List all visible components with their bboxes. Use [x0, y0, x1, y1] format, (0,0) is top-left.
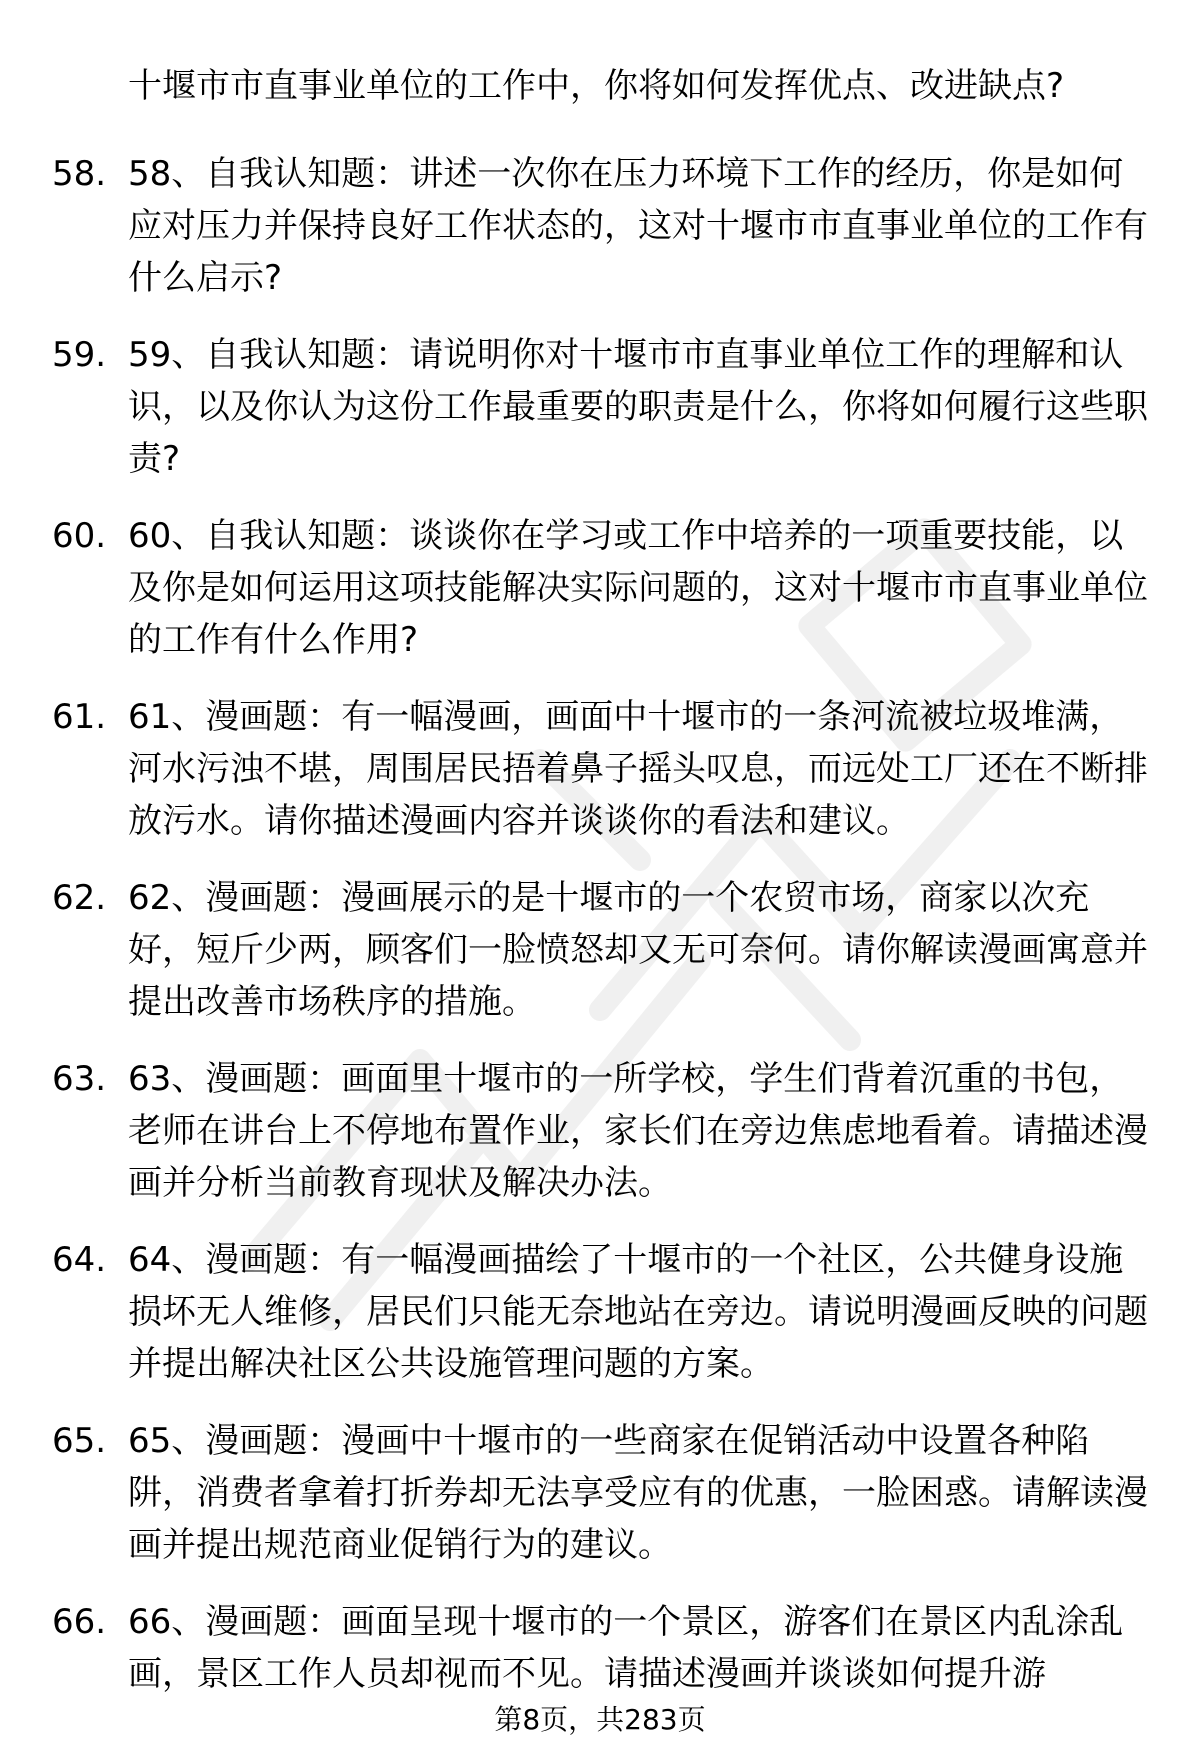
question-item-66 — [0, 1596, 1200, 1700]
question-text: 58、自我认知题：讲述一次你在压力环境下工作的经历，你是如何应对压力并保持良好工作状态的，这对十堰市市直事业单位的工作有什么启示? — [128, 154, 1148, 298]
continued-question-text: 十堰市市直事业单位的工作中，你将如何发挥优点、改进缺点? — [128, 66, 1065, 106]
question-text: 62、漫画题：漫画展示的是十堰市的一个农贸市场，商家以次充好，短斤少两，顾客们一脸愤怒却又无可奈何。请你解读漫画寓意并提出改善市场秩序的措施。 — [128, 878, 1148, 1022]
question-number: 59. — [52, 335, 107, 375]
question-text: 66、漫画题：画面呈现十堰市的一个景区，游客们在景区内乱涂乱画，景区工作人员却视而不见。请描述漫画并谈谈如何提升游 — [128, 1602, 1124, 1694]
question-text: 64、漫画题：有一幅漫画描绘了十堰市的一个社区，公共健身设施损坏无人维修，居民们只能无奈地站在旁边。请说明漫画反映的问题并提出解决社区公共设施管理问题的方案。 — [128, 1240, 1148, 1384]
question-item-59 — [0, 329, 1200, 485]
question-text: 59、自我认知题：请说明你对十堰市市直事业单位工作的理解和认识，以及你认为这份工作最重要的职责是什么，你将如何履行这些职责? — [128, 335, 1148, 479]
question-item-65 — [0, 1415, 1200, 1571]
question-number: 61. — [52, 697, 107, 737]
question-number: 64. — [52, 1240, 107, 1280]
question-item-62 — [0, 872, 1200, 1028]
question-item-61 — [0, 691, 1200, 847]
question-item-58 — [0, 148, 1200, 304]
question-item-64 — [0, 1234, 1200, 1390]
question-number: 65. — [52, 1421, 107, 1461]
question-item-63 — [0, 1053, 1200, 1209]
question-number: 62. — [52, 878, 107, 918]
question-text: 65、漫画题：漫画中十堰市的一些商家在促销活动中设置各种陷阱，消费者拿着打折券却无法享受应有的优惠，一脸困惑。请解读漫画并提出规范商业促销行为的建议。 — [128, 1421, 1148, 1565]
question-list — [0, 148, 1200, 1725]
question-number: 58. — [52, 154, 107, 194]
question-text: 63、漫画题：画面里十堰市的一所学校，学生们背着沉重的书包，老师在讲台上不停地布置作业，家长们在旁边焦虑地看着。请描述漫画并分析当前教育现状及解决办法。 — [128, 1059, 1148, 1203]
question-number: 66. — [52, 1602, 107, 1642]
question-text: 61、漫画题：有一幅漫画，画面中十堰市的一条河流被垃圾堆满，河水污浊不堪，周围居民捂着鼻子摇头叹息，而远处工厂还在不断排放污水。请你描述漫画内容并谈谈你的看法和建议。 — [128, 697, 1148, 841]
question-number: 60. — [52, 516, 107, 556]
question-number: 63. — [52, 1059, 107, 1099]
question-text: 60、自我认知题：谈谈你在学习或工作中培养的一项重要技能，以及你是如何运用这项技能解决实际问题的，这对十堰市市直事业单位的工作有什么作用? — [128, 516, 1148, 660]
question-item-60 — [0, 510, 1200, 666]
page-footer: 第8页，共283页 — [494, 1703, 706, 1736]
